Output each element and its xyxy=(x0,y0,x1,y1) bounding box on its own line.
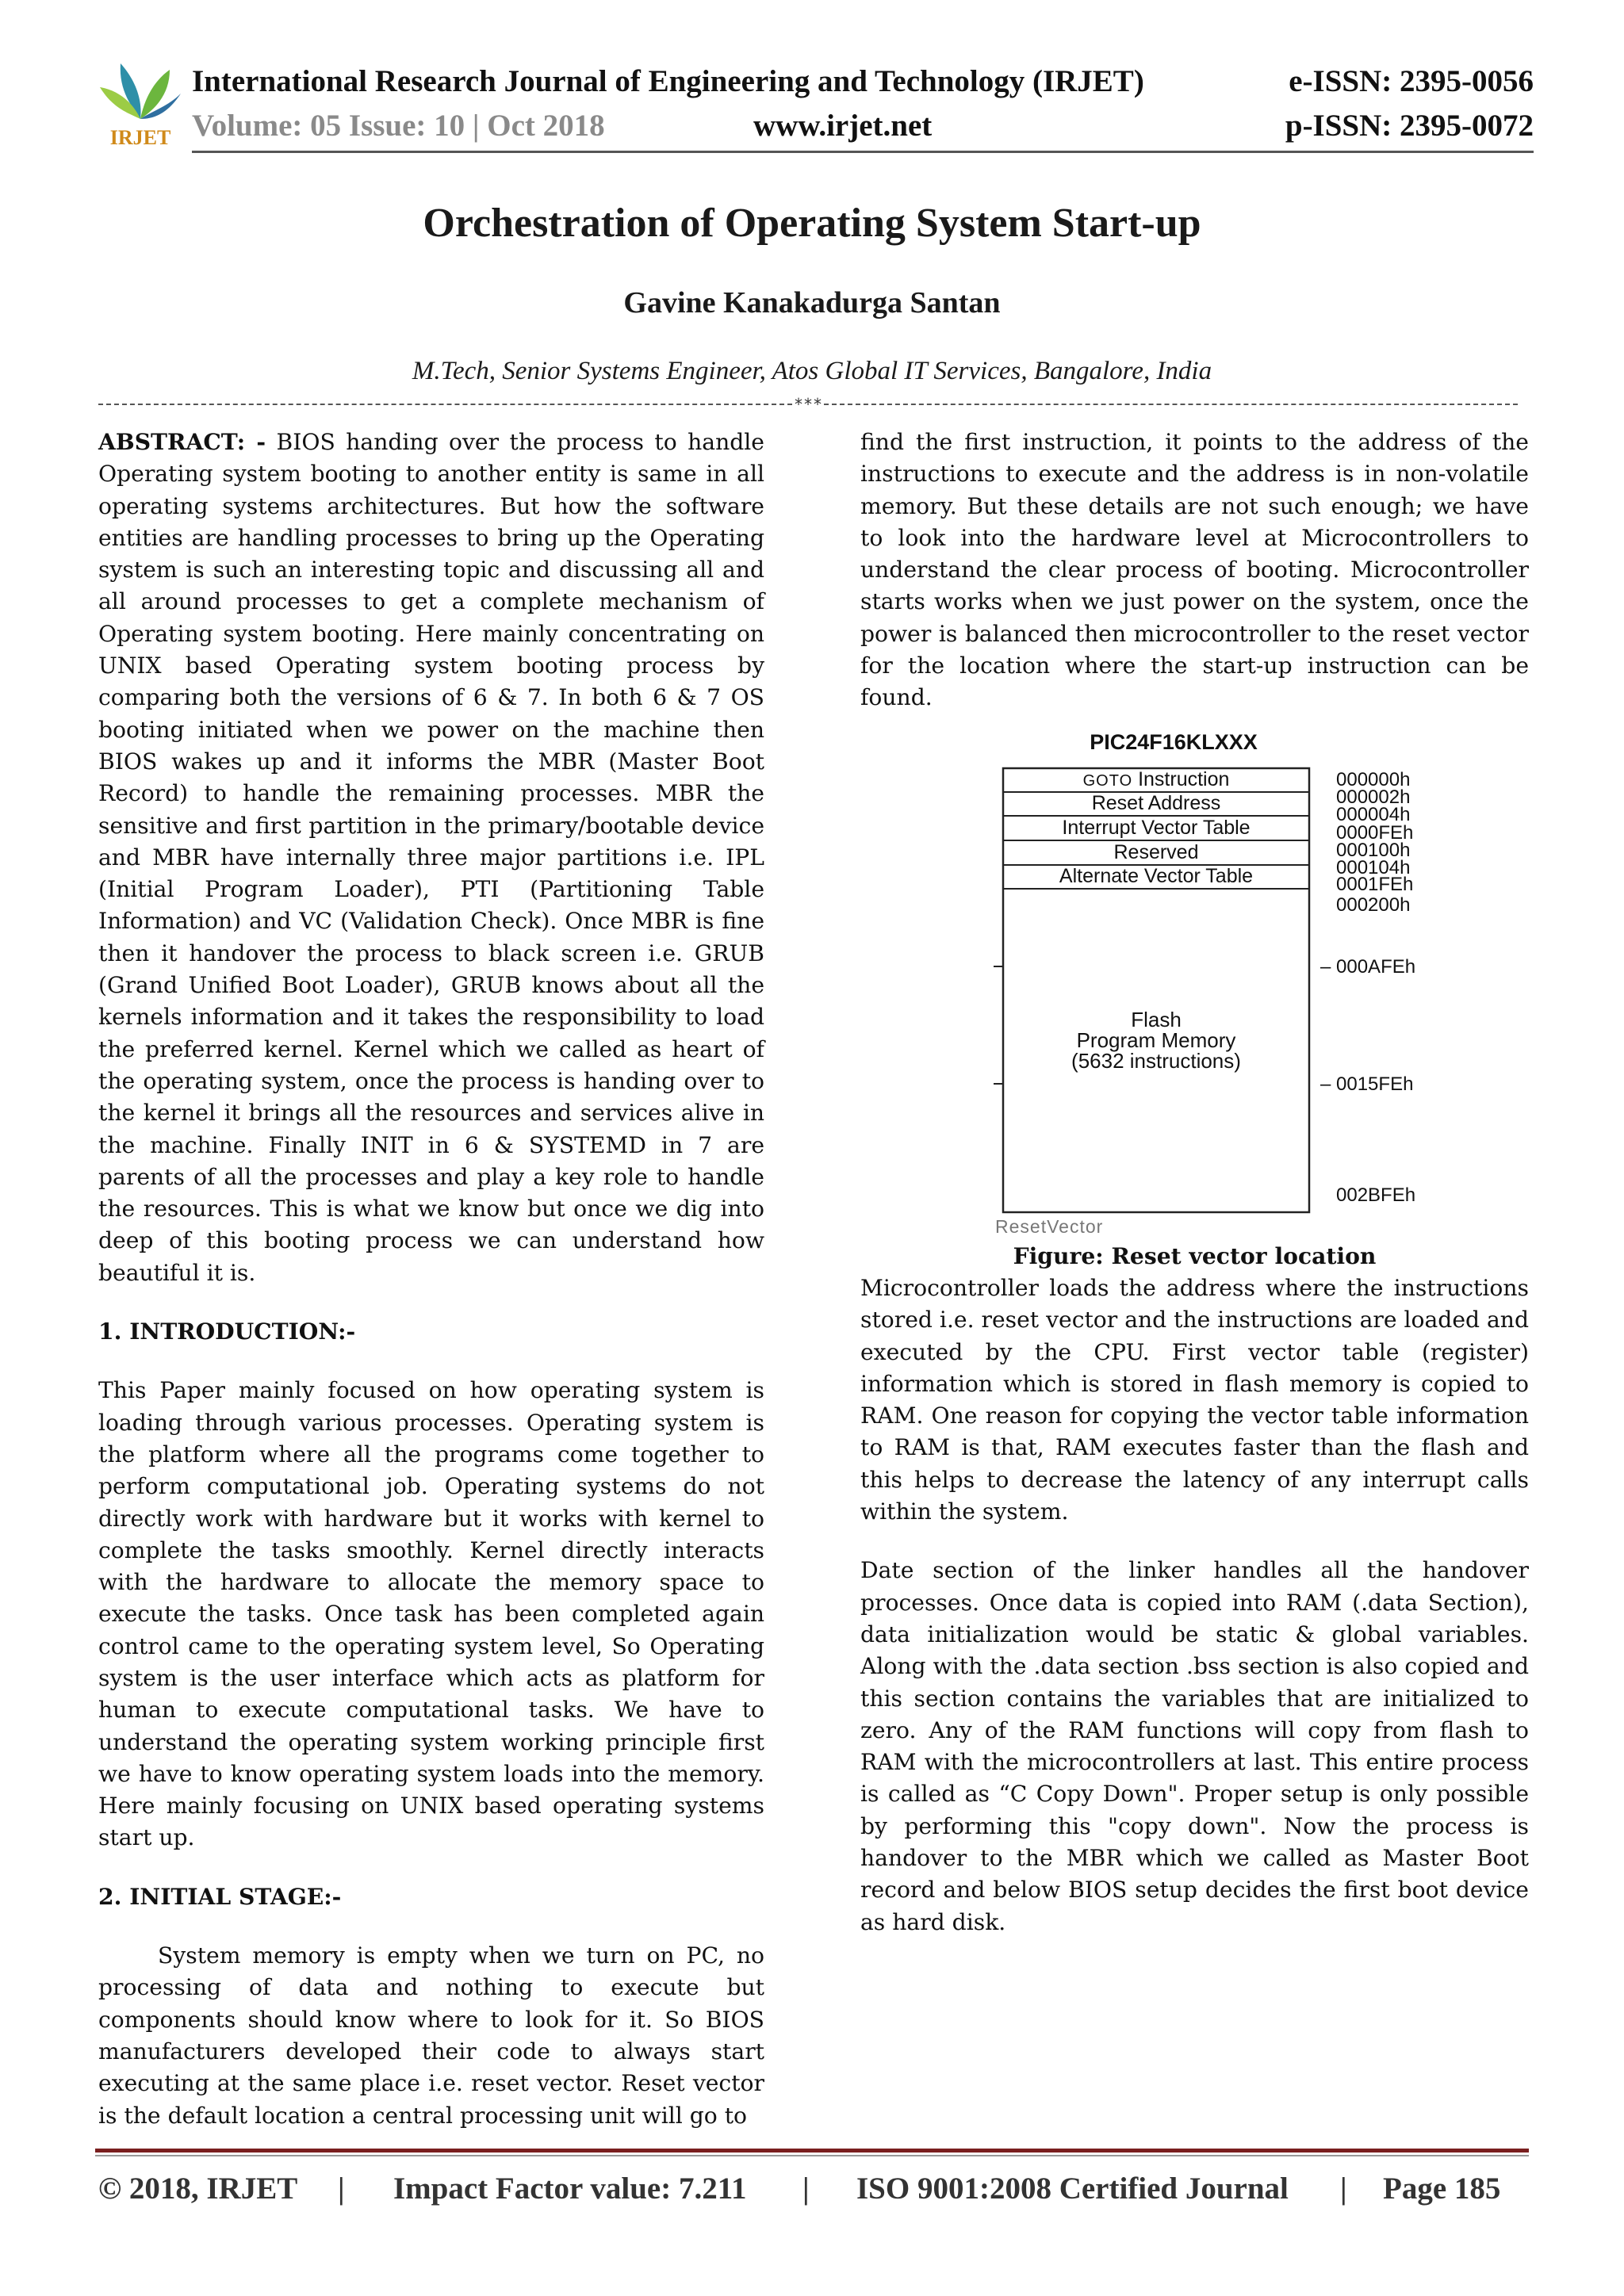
flash-label: Flash xyxy=(1131,1007,1182,1031)
addr-000002h: 000002h xyxy=(1336,786,1411,808)
addr-000000h: 000000h xyxy=(1336,768,1411,790)
page-footer xyxy=(98,2171,1534,2210)
intro-text: This Paper mainly focused on how operating system is loading through various processes. Operating system is the platform where all the programs come together to perform computational job. Operating systems do not directly work with hardware but it works with kernel to complete the tasks smoothly. Kernel directly interacts with the hardware to allocate the memory space to execute the tasks. Once task has been completed again control came to the operating system level, So Operating system is the user interface which acts as platform for human to execute computational tasks. We have to understand the operating system working principle first we have to know operating system loads into the memory. Here mainly focusing on UNIX based operating systems start up. xyxy=(98,1377,764,1851)
row-goto-instruction: GOTO Instruction xyxy=(1082,767,1230,790)
intro-heading: 1. INTRODUCTION:- xyxy=(98,1318,356,1345)
row-alternate-vector-table: Alternate Vector Table xyxy=(1059,864,1254,887)
page-header xyxy=(97,55,1534,159)
footer-rule-thin xyxy=(95,2155,1529,2156)
author-affiliation: M.Tech, Senior Systems Engineer, Atos Global IT Services, Bangalore, India xyxy=(412,357,1212,385)
addr-0015FEh: – 0015FEh xyxy=(1320,1073,1414,1095)
instruction-count-label: (5632 instructions) xyxy=(1071,1048,1241,1073)
abstract-label: ABSTRACT: - xyxy=(98,429,266,455)
e-issn: e-ISSN: 2395-0056 xyxy=(1289,64,1534,98)
footer-separator-2: | xyxy=(802,2172,810,2206)
memory-map-diagram xyxy=(860,725,1529,1241)
footer-impact-factor: Impact Factor value: 7.211 xyxy=(393,2172,747,2206)
addr-000AFEh: – 000AFEh xyxy=(1320,955,1416,978)
right-paragraph-1: find the first instruction, it points to the address of the instructions to execute and the address is in non-volatile memory. But these details are not such enough; we have to look into the hardware level at Microcontrollers to understand the clear process of booting. Microcontroller starts works when we just power on the system, once the power is balanced then microcontroller to the reset vector for the location where the start-up instruction can be found. xyxy=(860,429,1529,711)
addr-002BFEh: 002BFEh xyxy=(1336,1184,1416,1206)
footer-separator-3: | xyxy=(1340,2172,1347,2206)
footer-page-number: Page 185 xyxy=(1383,2172,1501,2206)
p-issn: p-ISSN: 2395-0072 xyxy=(1285,109,1534,143)
footer-separator-1: | xyxy=(338,2172,345,2206)
journal-website[interactable]: www.irjet.net xyxy=(753,109,933,143)
right-column xyxy=(860,427,1529,1938)
footer-iso: ISO 9001:2008 Certified Journal xyxy=(856,2172,1289,2206)
header-rule xyxy=(192,151,1534,153)
footer-copyright: © 2018, IRJET xyxy=(98,2172,298,2206)
row-reset-address: Reset Address xyxy=(1091,791,1221,814)
volume-issue: Volume: 05 Issue: 10 | Oct 2018 xyxy=(192,109,605,143)
reset-vector-label: ResetVector xyxy=(995,1215,1104,1237)
title-separator xyxy=(98,395,1526,419)
addr-000104h: 000104h xyxy=(1336,856,1411,878)
addr-000004h: 000004h xyxy=(1336,803,1411,825)
addr-000100h: 000100h xyxy=(1336,839,1411,861)
separator-dash-right xyxy=(824,404,1518,405)
addr-000200h: 000200h xyxy=(1336,894,1411,916)
irjet-logo xyxy=(97,55,184,151)
paper-title: Orchestration of Operating System Start-up xyxy=(423,201,1201,246)
right-paragraph-3: Date section of the linker handles all the handover processes. Once data is copied into RAM (.data Section), data initialization would be static & global variables. Along with the .data section .bss section is also copied and this section contains the variables that are initialized to zero. Any of the RAM functions will copy from flash to RAM with the microcontrollers at last. This entire process is called as “C Copy Down". Proper setup is only possible by performing this "copy down". Now the process is handover to the MBR which we called as Master Boot record and below BIOS setup decides the first boot device as hard disk. xyxy=(860,1557,1529,1935)
journal-name: International Research Journal of Engineering and Technology (IRJET) xyxy=(192,64,1144,98)
abstract xyxy=(98,427,764,1289)
row-interrupt-vector-table: Interrupt Vector Table xyxy=(1062,816,1251,839)
paper-author: Gavine Kanakadurga Santan xyxy=(623,286,1001,320)
initial-stage-text: System memory is empty when we turn on PC, no processing of data and nothing to execute but components should know where to look for it. So BIOS manufacturers developed their code to always start executing at the same place i.e. reset vector. Reset vector is the default location a central processing unit will go to xyxy=(98,1942,764,2129)
reset-vector-figure xyxy=(860,725,1529,1241)
figure-caption: Figure: Reset vector location xyxy=(1013,1242,1377,1269)
row-reserved: Reserved xyxy=(1113,840,1199,863)
separator-stars: *** xyxy=(793,395,823,414)
addr-0001FEh: 0001FEh xyxy=(1336,873,1414,895)
left-column xyxy=(98,427,764,2132)
logo-text: IRJET xyxy=(109,126,171,149)
separator-dash-left xyxy=(98,404,792,405)
program-memory-label: Program Memory xyxy=(1076,1027,1236,1052)
chip-title: PIC24F16KLXXX xyxy=(1090,729,1258,754)
addr-0000FEh: 0000FEh xyxy=(1336,821,1414,844)
abstract-text: BIOS handing over the process to handle Operating system booting to another entity is same in all operating systems architectures. But how the software entities are handling processes to bring up the Operating system is such an interesting topic and discussing all and all around processes to get a complete mechanism of Operating system booting. Here mainly concentrating on UNIX based Operating system booting process by comparing both the versions of 6 & 7. In both 6 & 7 OS booting initiated when we power on the machine then BIOS wakes up and it informs the MBR (Master Boot Record) to handle the remaining processes. MBR the sensitive and first partition in the primary/bootable device and MBR have internally three major partitions i.e. IPL (Initial Program Loader), PTI (Partitioning Table Information) and VC (Validation Check). Once MBR is fine then it handover the process to black screen i.e. GRUB (Grand Unified Boot Loader), GRUB knows about all the kernels information and it takes the responsibility to load the preferred kernel. Kernel which we called as heart of the operating system, once the process is handing over to the kernel it brings all the resources and services alive in the machine. Finally INIT in 6 & SYSTEMD in 7 are parents of all the processes and play a key role to handle the resources. This is what we know but once we dig into deep of this booting process we can understand how beautiful it is. xyxy=(98,429,764,1286)
footer-rule-thick xyxy=(95,2149,1529,2152)
initial-stage-heading: 2. INITIAL STAGE:- xyxy=(98,1883,342,1910)
right-paragraph-2: Microcontroller loads the address where the instructions stored i.e. reset vector and the instructions are loaded and executed by the CPU. First vector table (register) information which is stored in flash memory is copied to RAM. One reason for copying the vector table information to RAM is that, RAM executes faster than the flash and this helps to decrease the latency of any interrupt calls within the system. xyxy=(860,1274,1530,1525)
